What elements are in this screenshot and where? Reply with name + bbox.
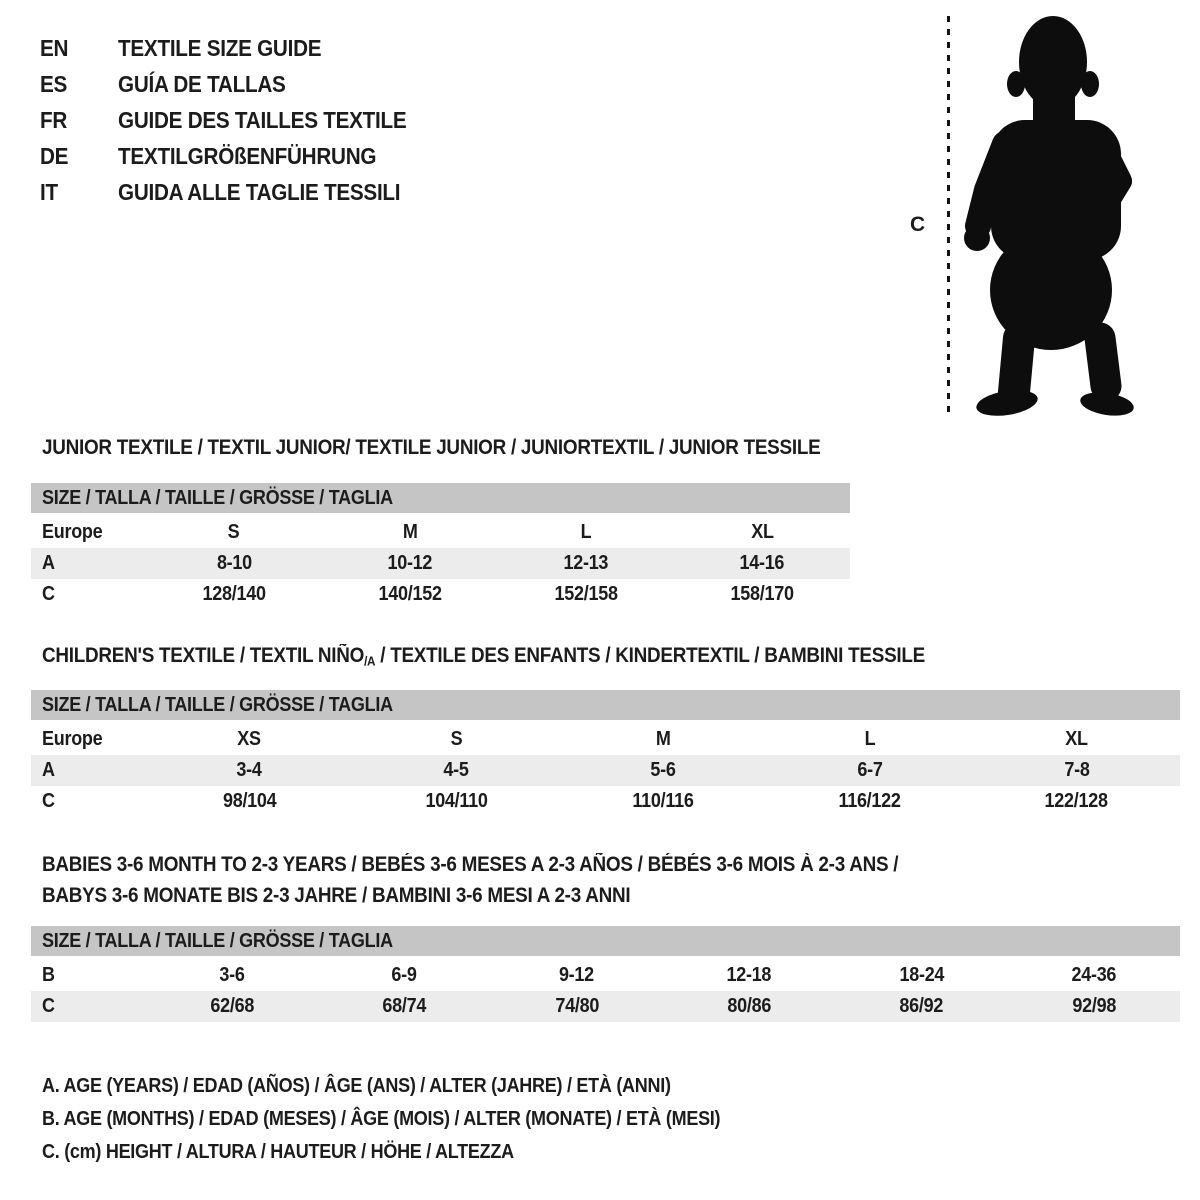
guide-title-en: TEXTILE SIZE GUIDE xyxy=(118,35,322,61)
babies-height-row xyxy=(31,991,1180,1022)
language-header xyxy=(40,30,439,210)
legend-age-years: A. AGE (YEARS) / EDAD (AÑOS) / ÂGE (ANS) / ALTER (JAHRE) / ETÀ (ANNI) xyxy=(42,1075,671,1097)
lang-row-en xyxy=(40,30,439,66)
row-label: C xyxy=(42,995,55,1017)
toddler-silhouette-image xyxy=(963,12,1138,422)
lang-row-es xyxy=(40,66,439,102)
size-cell: S xyxy=(450,728,463,750)
age-cell: 6-7 xyxy=(857,759,883,781)
junior-height-row xyxy=(31,579,850,610)
legend-height-cm: C. (cm) HEIGHT / ALTURA / HAUTEUR / HÖHE / ALTEZZA xyxy=(42,1141,514,1163)
junior-age-row xyxy=(31,548,850,579)
age-cell: 6-9 xyxy=(391,964,418,986)
lang-code: EN xyxy=(40,35,69,61)
row-label: Europe xyxy=(42,728,103,750)
lang-code: IT xyxy=(40,179,58,205)
height-cell: 80/86 xyxy=(727,995,771,1017)
height-cell: 122/128 xyxy=(1044,790,1109,812)
babies-section-title-line2: BABYS 3-6 MONATE BIS 2-3 JAHRE / BAMBINI 3-6 MESI A 2-3 ANNI xyxy=(42,884,631,907)
age-cell: 3-4 xyxy=(236,759,263,781)
age-cell: 24-36 xyxy=(1071,964,1117,986)
size-cell: M xyxy=(402,521,418,543)
junior-europe-row xyxy=(31,517,850,548)
height-cell: 140/152 xyxy=(378,583,442,605)
measurement-legend xyxy=(42,1070,796,1169)
size-cell: XL xyxy=(1065,728,1088,750)
row-label: Europe xyxy=(42,521,103,543)
height-cell: 152/158 xyxy=(554,583,618,605)
size-cell: XL xyxy=(750,521,774,543)
age-cell: 12-13 xyxy=(563,552,609,574)
lang-row-fr xyxy=(40,102,439,138)
height-measure-dashed-line xyxy=(947,16,950,416)
guide-title-fr: GUIDE DES TAILLES TEXTILE xyxy=(118,107,407,133)
height-cell: 92/98 xyxy=(1071,995,1116,1017)
row-label: B xyxy=(42,964,55,986)
guide-title-it: GUIDA ALLE TAGLIE TESSILI xyxy=(118,179,401,205)
children-age-row xyxy=(31,755,1180,786)
babies-size-table xyxy=(31,926,1180,1022)
lang-code: FR xyxy=(40,107,68,133)
junior-size-header-bar: SIZE / TALLA / TAILLE / GRÖSSE / TAGLIA xyxy=(31,483,850,513)
age-cell: 9-12 xyxy=(559,964,595,986)
size-cell: L xyxy=(864,728,876,750)
row-label: C xyxy=(42,790,55,812)
height-cell: 86/92 xyxy=(899,995,944,1017)
guide-title-de: TEXTILGRÖßENFÜHRUNG xyxy=(118,143,377,169)
age-cell: 14-16 xyxy=(739,552,785,574)
babies-size-header-bar: SIZE / TALLA / TAILLE / GRÖSSE / TAGLIA xyxy=(31,926,1180,956)
age-cell: 8-10 xyxy=(216,552,252,574)
height-cell: 98/104 xyxy=(222,790,277,812)
children-height-row xyxy=(31,786,1180,817)
children-size-header-bar: SIZE / TALLA / TAILLE / GRÖSSE / TAGLIA xyxy=(31,690,1180,720)
legend-age-months: B. AGE (MONTHS) / EDAD (MESES) / ÂGE (MOIS) / ALTER (MONATE) / ETÀ (MESI) xyxy=(42,1108,721,1130)
babies-age-row xyxy=(31,960,1180,991)
age-cell: 18-24 xyxy=(899,964,944,986)
junior-section-title: JUNIOR TEXTILE / TEXTIL JUNIOR/ TEXTILE JUNIOR / JUNIORTEXTIL / JUNIOR TESSILE xyxy=(42,436,821,459)
age-cell: 4-5 xyxy=(443,759,469,781)
row-label: A xyxy=(42,759,55,781)
age-cell: 10-12 xyxy=(387,552,433,574)
size-cell: M xyxy=(655,728,671,750)
size-cell: L xyxy=(580,521,592,543)
height-cell: 74/80 xyxy=(554,995,599,1017)
height-measure-label: C xyxy=(910,213,926,236)
babies-section-title-line1: BABIES 3-6 MONTH TO 2-3 YEARS / BEBÉS 3-6 MESES A 2-3 AÑOS / BÉBÉS 3-6 MOIS À 2-3 ANS / xyxy=(42,853,899,876)
size-cell: S xyxy=(228,521,240,543)
age-cell: 3-6 xyxy=(219,964,245,986)
children-section-title: CHILDREN'S TEXTILE / TEXTIL $NIÑO_{/A}$ / TEXTILE DES ENFANTS / KINDERTEXTIL / BAMBINI TESSILE xyxy=(42,644,926,669)
children-size-table xyxy=(31,690,1180,817)
row-label: A xyxy=(42,552,55,574)
height-cell: 110/116 xyxy=(632,790,694,812)
lang-row-de xyxy=(40,138,439,174)
nino-a-subscript: /A xyxy=(364,653,376,669)
guide-title-es: GUÍA DE TALLAS xyxy=(118,71,286,97)
row-label: C xyxy=(42,583,55,605)
height-cell: 68/74 xyxy=(382,995,427,1017)
height-cell: 104/110 xyxy=(425,790,488,812)
lang-row-it xyxy=(40,174,439,210)
height-cell: 62/68 xyxy=(210,995,255,1017)
height-cell: 116/122 xyxy=(838,790,901,812)
age-cell: 5-6 xyxy=(650,759,676,781)
junior-size-table xyxy=(31,483,850,610)
age-cell: 7-8 xyxy=(1063,759,1090,781)
lang-code: ES xyxy=(40,71,68,97)
height-cell: 128/140 xyxy=(202,583,266,605)
size-cell: XS xyxy=(237,728,262,750)
height-cell: 158/170 xyxy=(730,583,794,605)
lang-code: DE xyxy=(40,143,69,169)
children-europe-row xyxy=(31,724,1180,755)
age-cell: 12-18 xyxy=(726,964,772,986)
